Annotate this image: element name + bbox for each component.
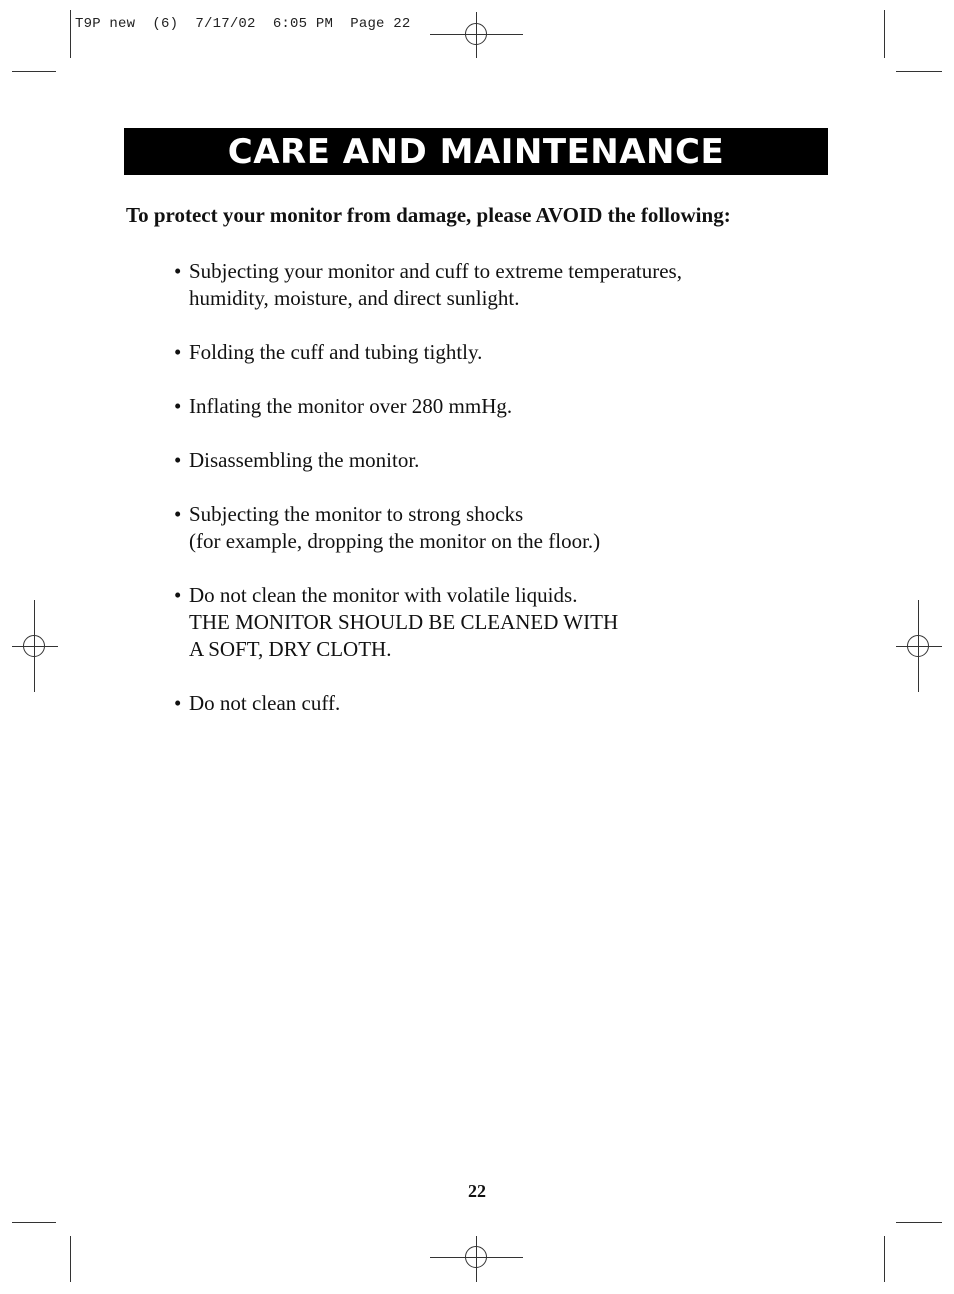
- list-item-line: Subjecting your monitor and cuff to extreme temperatures,: [189, 259, 682, 283]
- crop-mark: [896, 1222, 942, 1223]
- list-item-line: A SOFT, DRY CLOTH.: [189, 637, 392, 661]
- crop-mark: [884, 1236, 885, 1282]
- bullet-symbol: •: [174, 583, 182, 607]
- registration-circle: [465, 23, 487, 45]
- registration-circle: [465, 1246, 487, 1268]
- registration-circle: [23, 635, 45, 657]
- list-item-line: Do not clean the monitor with volatile liquids.: [189, 583, 578, 607]
- list-item-line: THE MONITOR SHOULD BE CLEANED WITH: [189, 610, 619, 634]
- list-item-line: Do not clean cuff.: [189, 691, 341, 715]
- bullet-symbol: •: [174, 448, 182, 472]
- crop-mark: [70, 1236, 71, 1282]
- bullet-symbol: •: [174, 394, 182, 418]
- list-item: [174, 339, 682, 366]
- bullet-symbol: •: [174, 340, 182, 364]
- page-number: 22: [468, 1181, 486, 1201]
- list-item: [174, 690, 682, 717]
- list-item: [174, 258, 682, 312]
- crop-mark: [884, 10, 885, 58]
- crop-mark: [12, 71, 56, 72]
- list-item-line: humidity, moisture, and direct sunlight.: [189, 286, 520, 310]
- list-item-line: Subjecting the monitor to strong shocks: [189, 502, 524, 526]
- section-title: CARE AND MAINTENANCE: [227, 131, 725, 172]
- list-item-line: Inflating the monitor over 280 mmHg.: [189, 394, 513, 418]
- list-item: [174, 582, 682, 663]
- avoid-list: [174, 258, 682, 744]
- list-item-line: (for example, dropping the monitor on the floor.): [189, 529, 601, 553]
- bullet-symbol: •: [174, 691, 182, 715]
- registration-circle: [907, 635, 929, 657]
- intro-statement: To protect your monitor from damage, please AVOID the following:: [126, 203, 731, 227]
- printer-slug-line: T9P new (6) 7/17/02 6:05 PM Page 22: [75, 16, 411, 32]
- crop-mark: [70, 10, 71, 58]
- list-item: [174, 501, 682, 555]
- list-item-line: Disassembling the monitor.: [189, 448, 420, 472]
- list-item-line: Folding the cuff and tubing tightly.: [189, 340, 483, 364]
- list-item: [174, 393, 682, 420]
- list-item: [174, 447, 682, 474]
- bullet-symbol: •: [174, 259, 182, 283]
- crop-mark: [12, 1222, 56, 1223]
- bullet-symbol: •: [174, 502, 182, 526]
- section-title-bar: [124, 128, 828, 175]
- crop-mark: [896, 71, 942, 72]
